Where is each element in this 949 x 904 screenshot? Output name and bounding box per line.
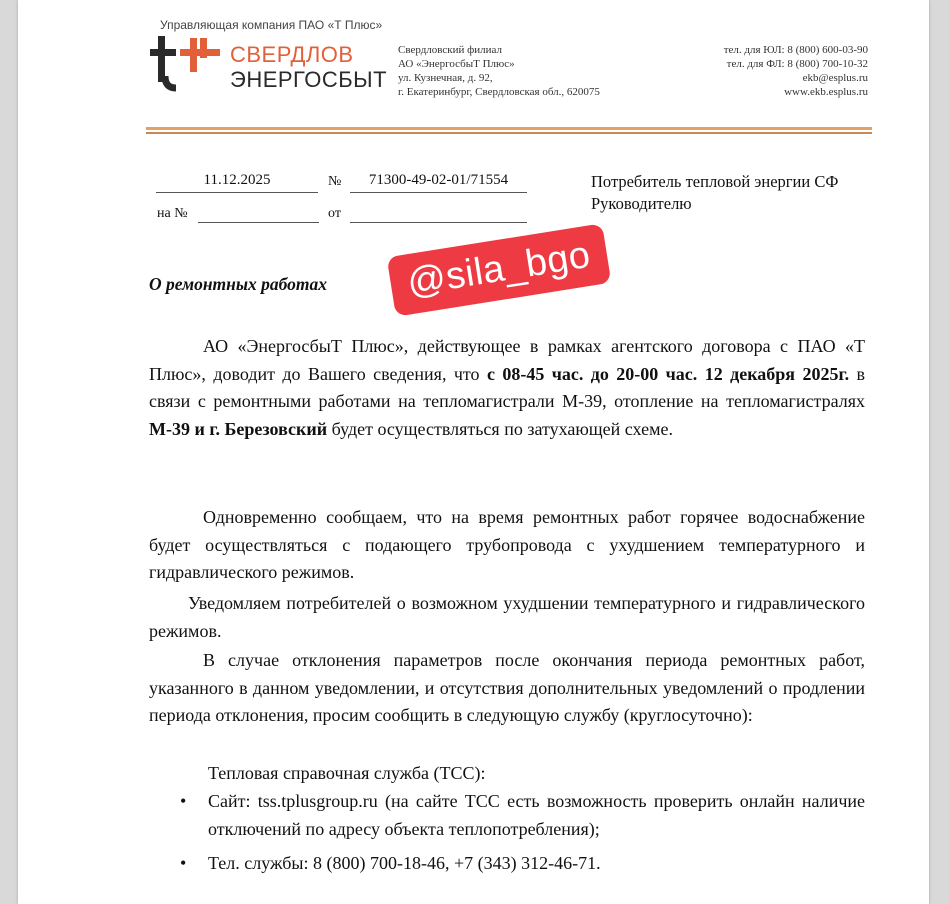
reply-from-field — [350, 206, 527, 223]
tss-title: Тепловая справочная служба (ТСС): — [208, 763, 486, 783]
watermark-sticker: @sila_bgo — [387, 223, 612, 316]
website: www.ekb.esplus.ru — [784, 86, 868, 98]
bullet-icon: • — [180, 853, 187, 873]
branch-address — [398, 43, 600, 99]
recipient-block — [591, 171, 838, 215]
t-plus-logo-icon — [150, 36, 222, 94]
recipient-line: Руководителю — [591, 194, 692, 213]
recipient-line: Потребитель тепловой энергии СФ — [591, 172, 839, 191]
phone-individual: тел. для ФЛ: 8 (800) 700-10-32 — [726, 58, 868, 70]
bullet-icon: • — [180, 791, 187, 811]
letter-subject: О ремонтных работах — [149, 274, 328, 294]
p1-text-a: АО «ЭнергосбыТ Плюс», действующее в рамках агентского договора с ПАО «Т Плюс», доводит до Вашего сведения, что — [149, 336, 865, 384]
p3-text: Уведомляем потребителей о возможном ухудшении температурного и гидравлического режимов. — [149, 593, 865, 641]
paragraph-consumer-warning — [149, 590, 865, 645]
site-text: Сайт: tss.tplusgroup.ru (на сайте ТСС есть возможность проверить онлайн наличие отключений по адресу объекта теплопотребления); — [208, 791, 865, 839]
letter-date: 11.12.2025 — [156, 172, 318, 193]
contacts-block — [724, 43, 868, 99]
header-divider-bottom — [146, 132, 872, 134]
logo-line-1: СВЕРДЛОВ — [230, 42, 354, 67]
header-divider-top — [146, 127, 872, 130]
phone-legal: тел. для ЮЛ: 8 (800) 600-03-90 — [723, 44, 868, 56]
p1-mains: М-39 и г. Березовский — [149, 418, 328, 439]
company-logo-wordmark — [230, 42, 387, 92]
p4-text: В случае отклонения параметров после окончания периода ремонтных работ, указанного в данном уведомлении, и отсутствия дополнительных уведомлений о продлении периода отклонения, просим сообщить в следующую службу (круглосуточно): — [149, 650, 865, 725]
list-item — [178, 850, 865, 878]
p1-text-c: в связи с ремонтными работами на тепломагистрали М-39, отопление на тепломагистралях — [149, 363, 865, 411]
contact-list — [178, 788, 865, 878]
list-item — [178, 788, 865, 843]
letter-page — [18, 0, 929, 904]
reply-to-number-field — [198, 206, 319, 223]
management-company-caption: Управляющая компания ПАО «Т Плюс» — [160, 18, 383, 32]
paragraph-repair-notice — [149, 333, 865, 443]
branch-line: ул. Кузнечная, д. 92, — [398, 72, 493, 84]
email: ekb@esplus.ru — [802, 72, 868, 84]
number-sign: № — [328, 174, 342, 189]
reply-from-label: от — [328, 206, 341, 221]
branch-line: Свердловский филиал — [398, 44, 503, 56]
p1-text-e: будет осуществляться по затухающей схеме. — [327, 418, 673, 439]
p2-text: Одновременно сообщаем, что на время ремонтных работ горячее водоснабжение будет осуществляться с подающего трубопровода с ухудшением температурного и гидравлического режимов. — [149, 507, 865, 582]
branch-line: г. Екатеринбург, Свердловская обл., 620075 — [398, 86, 600, 98]
paragraph-hot-water — [149, 504, 865, 587]
reply-to-number-label: на № — [157, 206, 188, 221]
paragraph-contact-instructions — [149, 647, 865, 730]
branch-line: АО «ЭнергосбыТ Плюс» — [398, 58, 515, 70]
logo-line-2: ЭНЕРГОСБЫТ — [230, 67, 388, 92]
phone-text: Тел. службы: 8 (800) 700-18-46, +7 (343) 312-46-71. — [208, 853, 601, 873]
p1-time-window: с 08-45 час. до 20-00 час. 12 декабря 2025г. — [486, 363, 850, 384]
letter-number: 71300-49-02-01/71554 — [350, 172, 527, 193]
